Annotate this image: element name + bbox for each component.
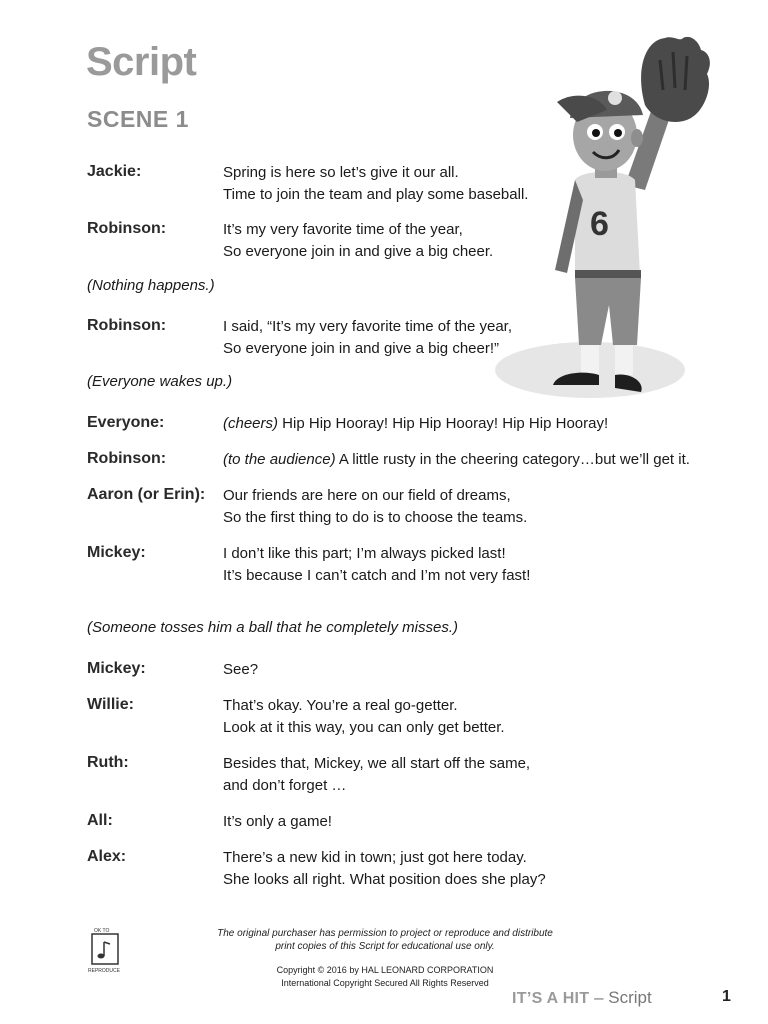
dialogue-text bbox=[223, 811, 703, 833]
speaker-name: Everyone: bbox=[87, 414, 165, 431]
speaker-name: Robinson: bbox=[87, 220, 167, 237]
dialogue-text bbox=[223, 413, 703, 435]
speaker-name: All: bbox=[87, 812, 113, 829]
dialogue-text-line: There’s a new kid in town; just got here today. bbox=[223, 849, 527, 866]
inline-stage-direction: (cheers) bbox=[223, 415, 279, 432]
dialogue-text-line: It’s only a game! bbox=[223, 813, 332, 830]
dialogue-text bbox=[223, 659, 703, 681]
dialogue-text bbox=[223, 449, 703, 471]
dialogue-text-line: See? bbox=[223, 661, 259, 678]
svg-text:REPRODUCE: REPRODUCE bbox=[88, 968, 120, 974]
dialogue-text-line: It’s my very favorite time of the year, bbox=[223, 221, 463, 238]
show-title: IT’S A HIT bbox=[512, 990, 590, 1007]
dialogue-text-line: Besides that, Mickey, we all start off the same, bbox=[223, 755, 531, 772]
dialogue-text-line bbox=[223, 449, 703, 471]
dialogue-text-line: I said, “It’s my very favorite time of the year, bbox=[223, 318, 512, 335]
dialogue-text-line: and don’t forget … bbox=[223, 777, 347, 794]
stage-direction: (Someone tosses him a ball that he completely misses.) bbox=[87, 619, 458, 636]
dialogue-text-line: It’s because I can’t catch and I’m not very fast! bbox=[223, 567, 531, 584]
speaker-name: Mickey: bbox=[87, 660, 146, 677]
dialogue-text bbox=[223, 753, 703, 797]
permission-line: The original purchaser has permission to project or reproduce and distribute bbox=[217, 928, 553, 939]
speaker-name: Robinson: bbox=[87, 317, 167, 334]
inline-stage-direction: (to the audience) bbox=[223, 451, 336, 468]
dialogue-text-rest: Hip Hip Hooray! Hip Hip Hooray! Hip Hip Hooray! bbox=[278, 415, 609, 432]
jersey-number: 6 bbox=[590, 205, 609, 243]
dialogue-text bbox=[223, 695, 703, 739]
ok-to-reproduce-stamp-icon bbox=[86, 926, 126, 974]
scene-heading: SCENE 1 bbox=[87, 106, 189, 132]
dialogue-text bbox=[223, 219, 703, 263]
dialogue-text bbox=[223, 847, 703, 891]
copyright-notice bbox=[200, 964, 570, 990]
dialogue-text-rest: A little rusty in the cheering category…but we’ll get it. bbox=[335, 451, 690, 468]
footer-section: – Script bbox=[589, 988, 652, 1007]
stage-direction: (Everyone wakes up.) bbox=[87, 373, 233, 390]
running-footer bbox=[512, 988, 652, 1008]
dialogue-text bbox=[223, 485, 703, 529]
dialogue-text bbox=[223, 162, 703, 206]
speaker-name: Ruth: bbox=[87, 754, 129, 771]
dialogue-text-line: So the first thing to do is to choose the teams. bbox=[223, 509, 528, 526]
speaker-name: Jackie: bbox=[87, 163, 142, 180]
speaker-name: Willie: bbox=[87, 696, 134, 713]
dialogue-text-line: So everyone join in and give a big cheer. bbox=[223, 243, 494, 260]
page-number: 1 bbox=[722, 988, 731, 1005]
dialogue-text-line bbox=[223, 413, 703, 435]
stage-direction: (Nothing happens.) bbox=[87, 277, 215, 294]
dialogue-text-line: She looks all right. What position does she play? bbox=[223, 871, 546, 888]
copyright-line: Copyright © 2016 by HAL LEONARD CORPORATION bbox=[276, 965, 494, 975]
permission-notice bbox=[200, 927, 570, 953]
copyright-line: International Copyright Secured All Rights Reserved bbox=[281, 978, 489, 988]
permission-line: print copies of this Script for educational use only. bbox=[275, 941, 495, 952]
speaker-name: Mickey: bbox=[87, 544, 146, 561]
dialogue-text-line: That’s okay. You’re a real go-getter. bbox=[223, 697, 458, 714]
dialogue-text-line: Our friends are here on our field of dreams, bbox=[223, 487, 511, 504]
dialogue-text-line: Spring is here so let’s give it our all. bbox=[223, 164, 459, 181]
dialogue-text-line: So everyone join in and give a big cheer!” bbox=[223, 340, 500, 357]
dialogue-text-line: Look at it this way, you can only get better. bbox=[223, 719, 505, 736]
speaker-name: Alex: bbox=[87, 848, 127, 865]
page-title: Script bbox=[86, 40, 197, 84]
speaker-name: Aaron (or Erin): bbox=[87, 486, 206, 503]
dialogue-text-line: Time to join the team and play some baseball. bbox=[223, 186, 529, 203]
dialogue-text bbox=[223, 543, 703, 587]
dialogue-text-line: I don’t like this part; I’m always picked last! bbox=[223, 545, 506, 562]
dialogue-text bbox=[223, 316, 703, 360]
speaker-name: Robinson: bbox=[87, 450, 167, 467]
svg-text:OK TO: OK TO bbox=[94, 928, 110, 934]
